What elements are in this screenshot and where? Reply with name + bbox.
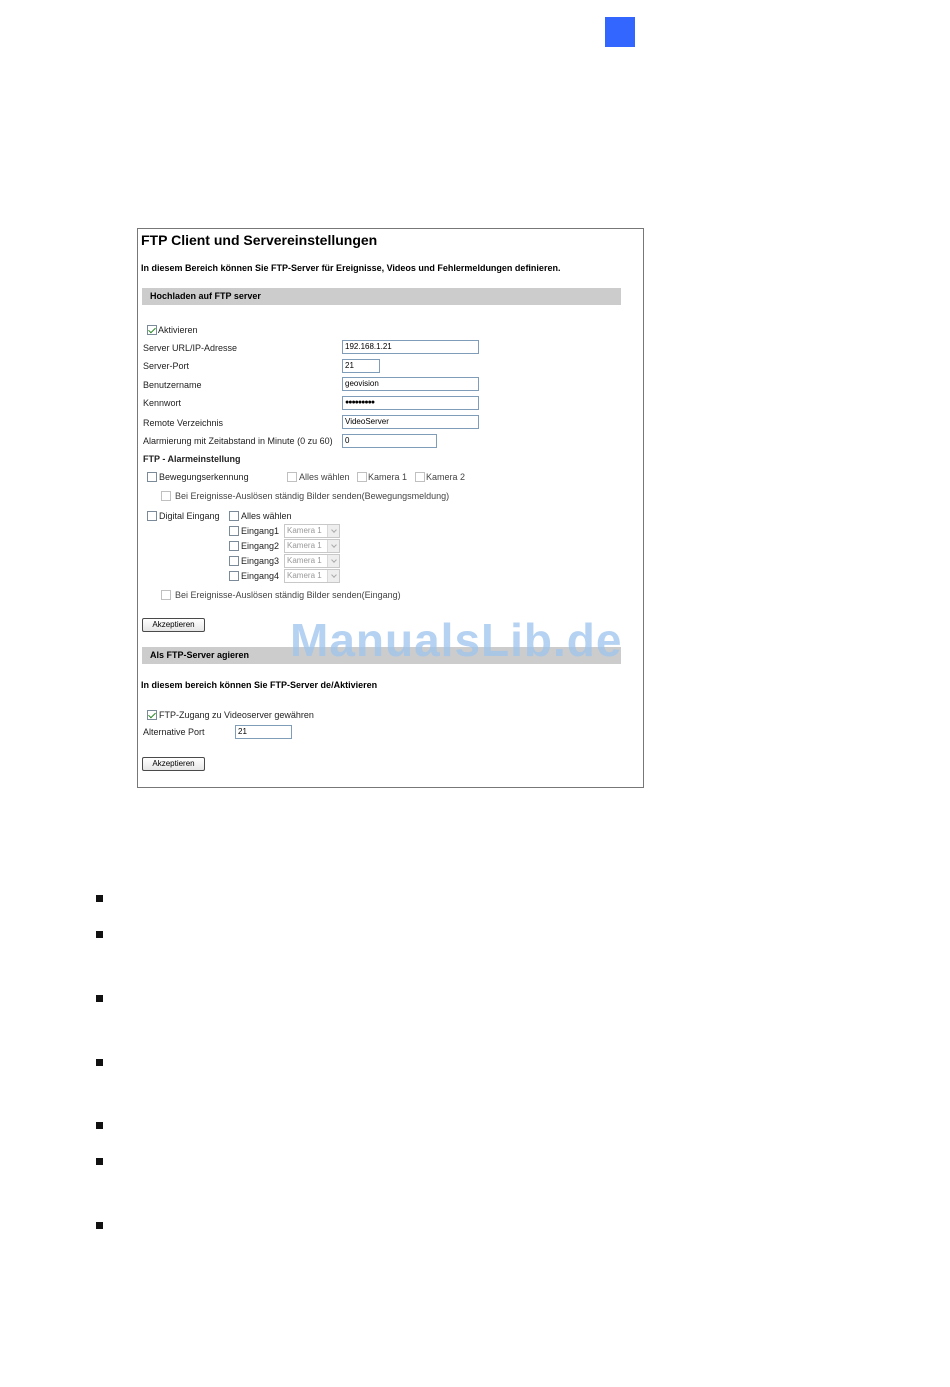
bullet-marker (96, 931, 103, 938)
grant-access-checkbox[interactable] (147, 710, 157, 720)
input3-camera-value: Kamera 1 (287, 556, 322, 565)
server-port-input[interactable]: 21 (342, 359, 380, 373)
activate-label: Aktivieren (158, 325, 198, 335)
password-label: Kennwort (143, 398, 182, 408)
upload-accept-button[interactable]: Akzeptieren (142, 618, 205, 632)
alarm-interval-label: Alarmierung mit Zeitabstand in Minute (0 zu 60) (143, 436, 333, 446)
camera2-checkbox[interactable] (415, 472, 425, 482)
digital-select-all-label: Alles wählen (241, 511, 292, 521)
ftp-settings-panel (137, 228, 644, 788)
motion-select-all-checkbox[interactable] (287, 472, 297, 482)
server-section-description: In diesem bereich können Sie FTP-Server de/Aktivieren (141, 680, 378, 690)
input1-camera-value: Kamera 1 (287, 526, 322, 535)
alternative-port-label: Alternative Port (143, 727, 205, 737)
motion-continuous-label: Bei Ereignisse-Auslösen ständig Bilder senden(Bewegungsmeldung) (175, 491, 450, 501)
remote-directory-input[interactable]: VideoServer (342, 415, 479, 429)
input1-camera-select[interactable] (284, 524, 340, 538)
server-section-title: Als FTP-Server agieren (150, 650, 250, 660)
server-accept-button[interactable]: Akzeptieren (142, 757, 205, 771)
input3-camera-select[interactable] (284, 554, 340, 568)
input4-camera-value: Kamera 1 (287, 571, 322, 580)
username-input[interactable]: geovision (342, 377, 479, 391)
username-label: Benutzername (143, 380, 202, 390)
input4-checkbox[interactable] (229, 571, 239, 581)
digital-input-label: Digital Eingang (159, 511, 220, 521)
bullet-marker (96, 1122, 103, 1129)
watermark: ManualsLib.de (290, 614, 623, 666)
bullet-marker (96, 1222, 103, 1229)
motion-detection-label: Bewegungserkennung (159, 472, 249, 482)
input-continuous-checkbox[interactable] (161, 590, 171, 600)
server-url-input[interactable]: 192.168.1.21 (342, 340, 479, 354)
server-url-label: Server URL/IP-Adresse (143, 343, 238, 353)
camera1-checkbox[interactable] (357, 472, 367, 482)
input2-label: Eingang2 (241, 541, 280, 551)
grant-access-label: FTP-Zugang zu Videoserver gewähren (159, 710, 314, 720)
password-input[interactable]: ●●●●●●●●● (342, 396, 479, 410)
panel-description: In diesem Bereich können Sie FTP-Server für Ereignisse, Videos und Fehlermeldungen definieren. (141, 263, 561, 273)
input3-label: Eingang3 (241, 556, 280, 566)
input-continuous-label: Bei Ereignisse-Auslösen ständig Bilder senden(Eingang) (175, 590, 401, 600)
camera2-label: Kamera 2 (426, 472, 466, 482)
upload-section-title: Hochladen auf FTP server (150, 291, 261, 301)
chevron-down-icon (331, 557, 337, 563)
alarm-settings-heading: FTP - Alarmeinstellung (143, 454, 241, 464)
panel-title: FTP Client und Servereinstellungen (141, 232, 378, 248)
chevron-down-icon (331, 572, 337, 578)
alarm-interval-input[interactable]: 0 (342, 434, 437, 448)
input2-checkbox[interactable] (229, 541, 239, 551)
digital-input-checkbox[interactable] (147, 511, 157, 521)
motion-select-all-label: Alles wählen (299, 472, 350, 482)
upload-section-header (142, 288, 621, 305)
input1-checkbox[interactable] (229, 526, 239, 536)
remote-directory-label: Remote Verzeichnis (143, 418, 224, 428)
input4-label: Eingang4 (241, 571, 280, 581)
server-port-label: Server-Port (143, 361, 190, 371)
bullet-marker (96, 1158, 103, 1165)
bullet-marker (96, 895, 103, 902)
page-tab-marker (605, 17, 635, 47)
activate-checkbox[interactable] (147, 325, 157, 335)
input1-label: Eingang1 (241, 526, 280, 536)
input4-camera-select[interactable] (284, 569, 340, 583)
digital-select-all-checkbox[interactable] (229, 511, 239, 521)
bullet-marker (96, 995, 103, 1002)
chevron-down-icon (331, 542, 337, 548)
camera1-label: Kamera 1 (368, 472, 408, 482)
motion-detection-checkbox[interactable] (147, 472, 157, 482)
bullet-marker (96, 1059, 103, 1066)
motion-continuous-checkbox[interactable] (161, 491, 171, 501)
input2-camera-select[interactable] (284, 539, 340, 553)
input3-checkbox[interactable] (229, 556, 239, 566)
input2-camera-value: Kamera 1 (287, 541, 322, 550)
alternative-port-input[interactable]: 21 (235, 725, 292, 739)
chevron-down-icon (331, 527, 337, 533)
